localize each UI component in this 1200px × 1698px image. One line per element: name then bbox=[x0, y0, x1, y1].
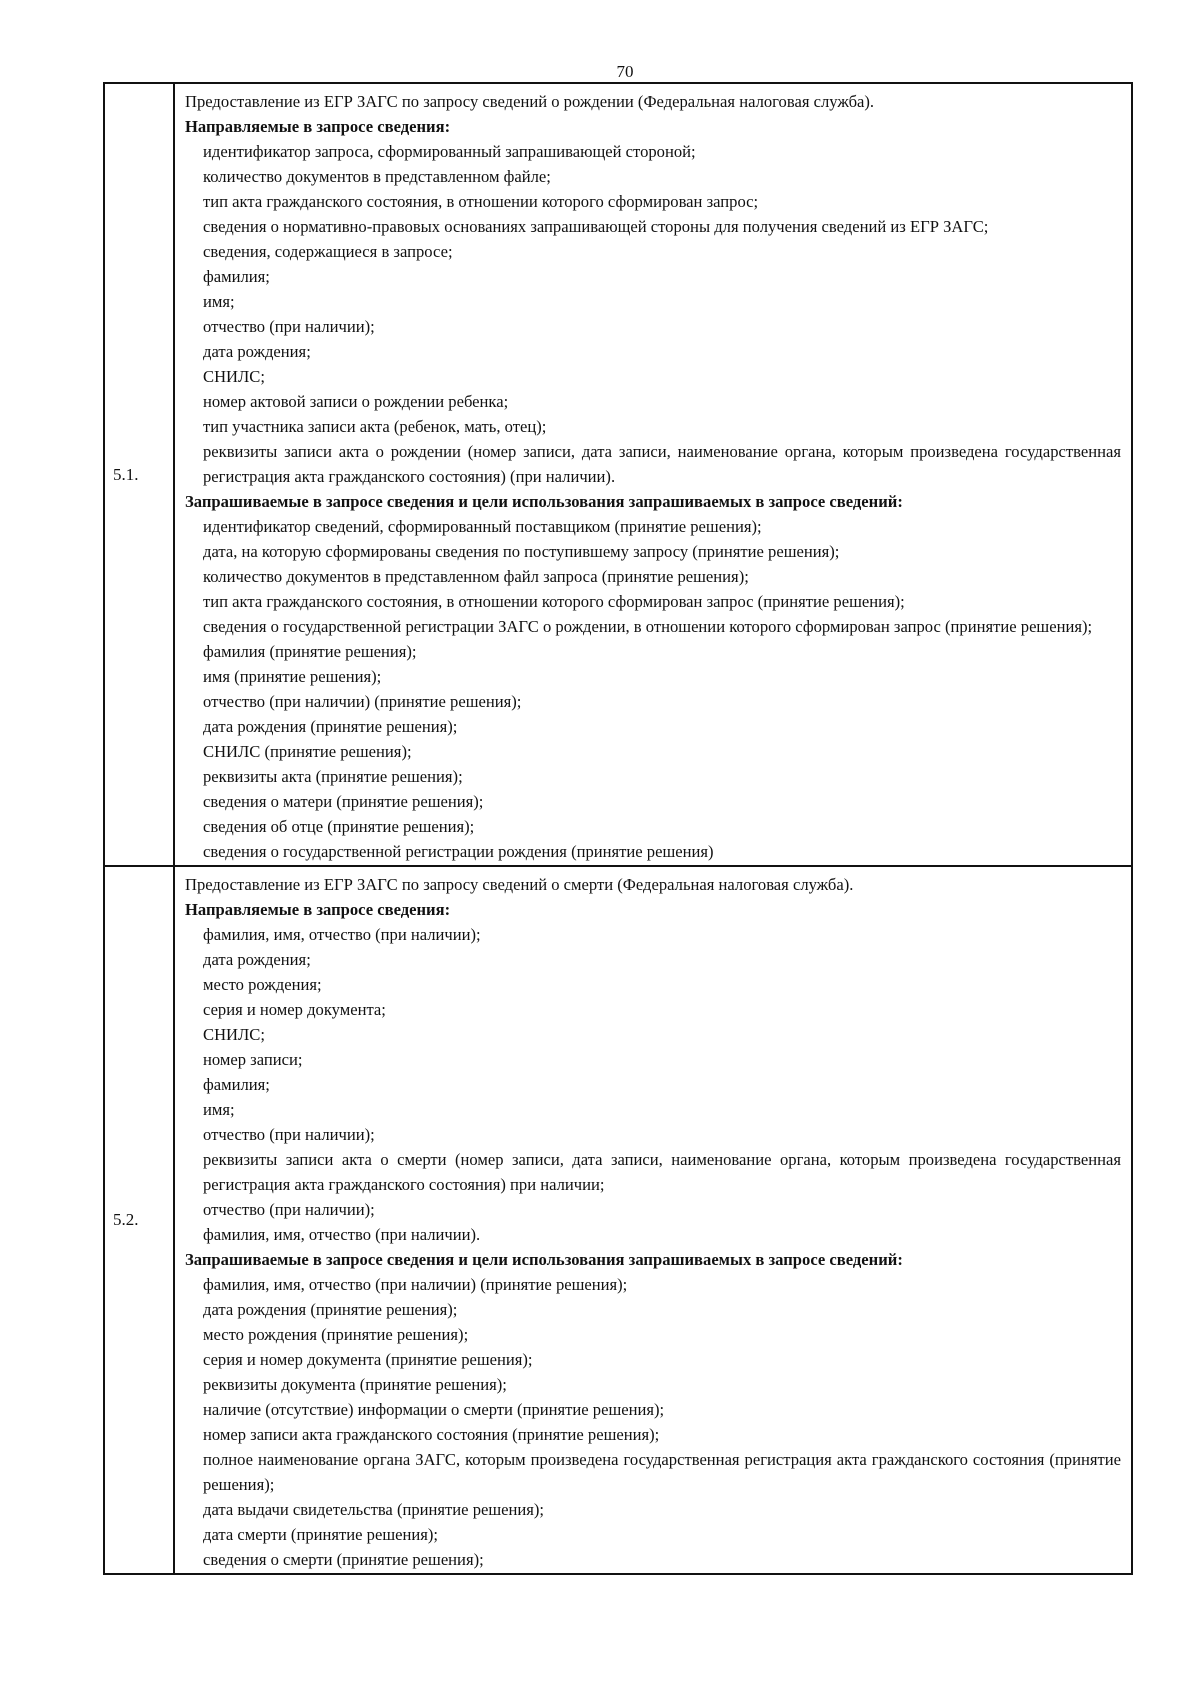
list-item: сведения о смерти (принятие решения); bbox=[203, 1550, 484, 1569]
list-item: номер записи; bbox=[203, 1050, 303, 1069]
list-item: место рождения; bbox=[203, 975, 322, 994]
document-table bbox=[103, 82, 1133, 1575]
list-item: количество документов в представленном файл запроса (принятие решения); bbox=[203, 567, 749, 586]
row-content bbox=[174, 83, 1132, 866]
list-item: фамилия, имя, отчество (при наличии) (принятие решения); bbox=[203, 1275, 628, 1294]
list-item: количество документов в представленном файле; bbox=[203, 167, 551, 186]
list-item: СНИЛС; bbox=[203, 367, 265, 386]
list-item: дата рождения; bbox=[203, 342, 311, 361]
list-item: дата, на которую сформированы сведения по поступившему запросу (принятие решения); bbox=[203, 542, 840, 561]
list-item: дата рождения (принятие решения); bbox=[203, 1300, 458, 1319]
list-item: идентификатор запроса, сформированный запрашивающей стороной; bbox=[203, 142, 696, 161]
list-item: серия и номер документа; bbox=[203, 1000, 386, 1019]
list-item: номер записи акта гражданского состояния (принятие решения); bbox=[203, 1425, 660, 1444]
row-number: 5.2. bbox=[104, 866, 174, 1574]
list-item: отчество (при наличии) (принятие решения); bbox=[203, 692, 522, 711]
list-item: реквизиты акта (принятие решения); bbox=[203, 767, 463, 786]
list-item: полное наименование органа ЗАГС, которым произведена государственная регистрация акта гражданского состояния (принятие решения); bbox=[203, 1450, 1121, 1494]
list-item: тип акта гражданского состояния, в отношении которого сформирован запрос; bbox=[203, 192, 759, 211]
list-item: дата выдачи свидетельства (принятие решения); bbox=[203, 1500, 545, 1519]
list-item: имя (принятие решения); bbox=[203, 667, 382, 686]
list-item: отчество (при наличии); bbox=[203, 317, 375, 336]
list-item: дата рождения (принятие решения); bbox=[203, 717, 458, 736]
list-item: дата рождения; bbox=[203, 950, 311, 969]
list-item: фамилия, имя, отчество (при наличии). bbox=[203, 1225, 481, 1244]
section-heading: Запрашиваемые в запросе сведения и цели использования запрашиваемых в запросе сведений: bbox=[185, 492, 903, 511]
list-item: реквизиты записи акта о рождении (номер записи, дата записи, наименование органа, которым произведена государственная регистрация акта гражданского состояния) (при наличии). bbox=[203, 442, 1121, 486]
list-item: Предоставление из ЕГР ЗАГС по запросу сведений о смерти (Федеральная налоговая служба). bbox=[185, 875, 854, 894]
list-item: фамилия; bbox=[203, 1075, 270, 1094]
row-content bbox=[174, 866, 1132, 1574]
table-row bbox=[104, 866, 1132, 1574]
list-item: реквизиты документа (принятие решения); bbox=[203, 1375, 507, 1394]
list-item: сведения о государственной регистрации ЗАГС о рождении, в отношении которого сформирован запрос (принятие решения); bbox=[203, 617, 1093, 636]
list-item: тип участника записи акта (ребенок, мать, отец); bbox=[203, 417, 547, 436]
list-item: сведения об отце (принятие решения); bbox=[203, 817, 475, 836]
list-item: наличие (отсутствие) информации о смерти (принятие решения); bbox=[203, 1400, 665, 1419]
list-item: сведения о нормативно-правовых основаниях запрашивающей стороны для получения сведений из ЕГР ЗАГС; bbox=[203, 217, 989, 236]
page-number: 70 bbox=[616, 62, 634, 81]
list-item: имя; bbox=[203, 1100, 235, 1119]
list-item: СНИЛС; bbox=[203, 1025, 265, 1044]
list-item: фамилия; bbox=[203, 267, 270, 286]
list-item: идентификатор сведений, сформированный поставщиком (принятие решения); bbox=[203, 517, 762, 536]
list-item: фамилия, имя, отчество (при наличии); bbox=[203, 925, 481, 944]
section-heading: Направляемые в запросе сведения: bbox=[185, 117, 451, 136]
list-item: реквизиты записи акта о смерти (номер записи, дата записи, наименование органа, которым произведена государственная регистрация акта гражданского состояния) при наличии; bbox=[203, 1150, 1121, 1194]
list-item: сведения о матери (принятие решения); bbox=[203, 792, 484, 811]
list-item: сведения о государственной регистрации рождения (принятие решения) bbox=[203, 842, 714, 861]
list-item: тип акта гражданского состояния, в отношении которого сформирован запрос (принятие решения); bbox=[203, 592, 905, 611]
list-item: номер актовой записи о рождении ребенка; bbox=[203, 392, 509, 411]
list-item: серия и номер документа (принятие решения); bbox=[203, 1350, 533, 1369]
section-heading: Направляемые в запросе сведения: bbox=[185, 900, 451, 919]
row-number: 5.1. bbox=[104, 83, 174, 866]
table-row bbox=[104, 83, 1132, 866]
list-item: дата смерти (принятие решения); bbox=[203, 1525, 439, 1544]
list-item: СНИЛС (принятие решения); bbox=[203, 742, 412, 761]
list-item: фамилия (принятие решения); bbox=[203, 642, 417, 661]
list-item: отчество (при наличии); bbox=[203, 1200, 375, 1219]
section-heading: Запрашиваемые в запросе сведения и цели использования запрашиваемых в запросе сведений: bbox=[185, 1250, 903, 1269]
list-item: Предоставление из ЕГР ЗАГС по запросу сведений о рождении (Федеральная налоговая служба). bbox=[185, 92, 875, 111]
list-item: имя; bbox=[203, 292, 235, 311]
list-item: отчество (при наличии); bbox=[203, 1125, 375, 1144]
list-item: сведения, содержащиеся в запросе; bbox=[203, 242, 453, 261]
list-item: место рождения (принятие решения); bbox=[203, 1325, 469, 1344]
